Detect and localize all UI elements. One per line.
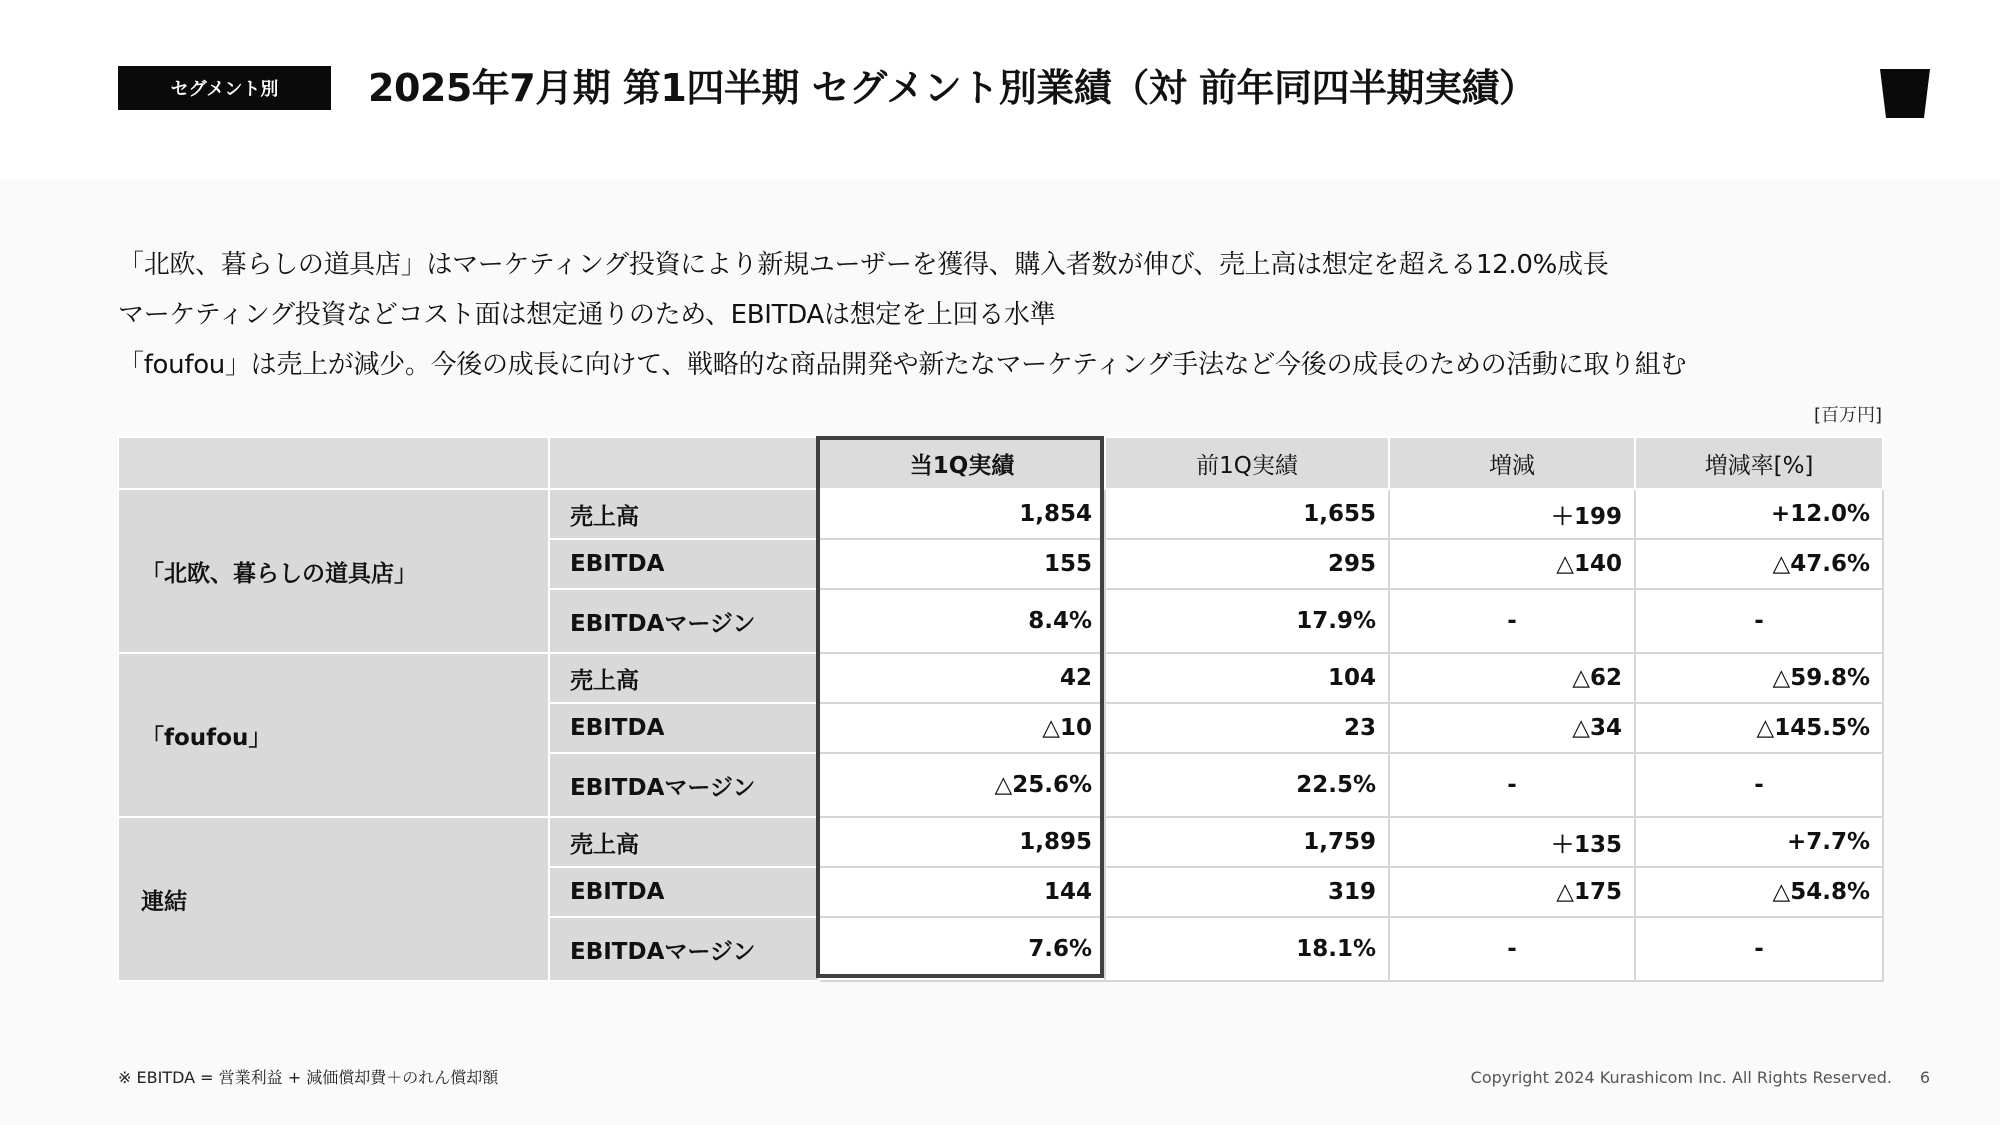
table-header-row xyxy=(118,437,1883,489)
metric-label: 売上高 xyxy=(549,653,819,703)
kurashicom-logo-icon xyxy=(1880,68,1930,118)
page-title: 2025年7月期 第1四半期 セグメント別業績（対 前年同四半期実績） xyxy=(368,66,1537,110)
current-value: 8.4% xyxy=(819,589,1105,653)
change-value: △34 xyxy=(1389,703,1635,753)
rate-value: +7.7% xyxy=(1635,817,1883,867)
table-row xyxy=(118,817,1883,867)
rate-value: △145.5% xyxy=(1635,703,1883,753)
change-value: △175 xyxy=(1389,867,1635,917)
rate-value: - xyxy=(1635,917,1883,981)
previous-value: 104 xyxy=(1105,653,1389,703)
previous-value: 319 xyxy=(1105,867,1389,917)
current-value: 144 xyxy=(819,867,1105,917)
segment-name: 「北欧、暮らしの道具店」 xyxy=(118,489,549,653)
section-tag: セグメント別 xyxy=(118,66,331,110)
table-row xyxy=(118,653,1883,703)
metric-label: 売上高 xyxy=(549,817,819,867)
metric-label: EBITDA xyxy=(549,867,819,917)
current-value: 42 xyxy=(819,653,1105,703)
previous-value: 17.9% xyxy=(1105,589,1389,653)
previous-value: 295 xyxy=(1105,539,1389,589)
header-empty xyxy=(118,437,549,489)
previous-value: 1,655 xyxy=(1105,489,1389,539)
summary-line: 「foufou」は売上が減少。今後の成長に向けて、戦略的な商品開発や新たなマーケティング手法など今後の成長のための活動に取り組む xyxy=(118,350,1687,380)
current-value: 1,895 xyxy=(819,817,1105,867)
rate-value: △54.8% xyxy=(1635,867,1883,917)
table-row xyxy=(118,489,1883,539)
rate-value: - xyxy=(1635,589,1883,653)
summary-line: 「北欧、暮らしの道具店」はマーケティング投資により新規ユーザーを獲得、購入者数が伸び、売上高は想定を超える12.0%成長 xyxy=(118,250,1609,280)
unit-label: [百万円] xyxy=(1813,405,1882,426)
rate-value: +12.0% xyxy=(1635,489,1883,539)
current-value: 1,854 xyxy=(819,489,1105,539)
segment-results-table xyxy=(117,436,1884,982)
previous-value: 1,759 xyxy=(1105,817,1389,867)
column-header-current: 当1Q実績 xyxy=(819,437,1105,489)
change-value: - xyxy=(1389,589,1635,653)
change-value: - xyxy=(1389,753,1635,817)
previous-value: 22.5% xyxy=(1105,753,1389,817)
previous-value: 18.1% xyxy=(1105,917,1389,981)
page-number: 6 xyxy=(1919,1068,1930,1087)
current-value: △25.6% xyxy=(819,753,1105,817)
change-value: △140 xyxy=(1389,539,1635,589)
current-value: 7.6% xyxy=(819,917,1105,981)
previous-value: 23 xyxy=(1105,703,1389,753)
slide-header xyxy=(0,0,2000,180)
change-value: ＋199 xyxy=(1389,489,1635,539)
change-value: △62 xyxy=(1389,653,1635,703)
rate-value: △47.6% xyxy=(1635,539,1883,589)
change-value: ＋135 xyxy=(1389,817,1635,867)
column-header-rate: 増減率[%] xyxy=(1635,437,1883,489)
metric-label: EBITDA xyxy=(549,539,819,589)
metric-label: EBITDA xyxy=(549,703,819,753)
metric-label: EBITDAマージン xyxy=(549,589,819,653)
footnote: ※ EBITDA = 営業利益 + 減価償却費＋のれん償却額 xyxy=(118,1068,499,1087)
change-value: - xyxy=(1389,917,1635,981)
metric-label: EBITDAマージン xyxy=(549,753,819,817)
copyright: Copyright 2024 Kurashicom Inc. All Rights Reserved. xyxy=(1470,1068,1892,1087)
summary-text xyxy=(118,240,1686,390)
column-header-change: 増減 xyxy=(1389,437,1635,489)
rate-value: - xyxy=(1635,753,1883,817)
summary-line: マーケティング投資などコスト面は想定通りのため、EBITDAは想定を上回る水準 xyxy=(118,300,1056,330)
column-header-previous: 前1Q実績 xyxy=(1105,437,1389,489)
current-value: 155 xyxy=(819,539,1105,589)
current-value: △10 xyxy=(819,703,1105,753)
rate-value: △59.8% xyxy=(1635,653,1883,703)
header-empty xyxy=(549,437,819,489)
segment-name: 「foufou」 xyxy=(118,653,549,817)
metric-label: EBITDAマージン xyxy=(549,917,819,981)
segment-name: 連結 xyxy=(118,817,549,981)
metric-label: 売上高 xyxy=(549,489,819,539)
